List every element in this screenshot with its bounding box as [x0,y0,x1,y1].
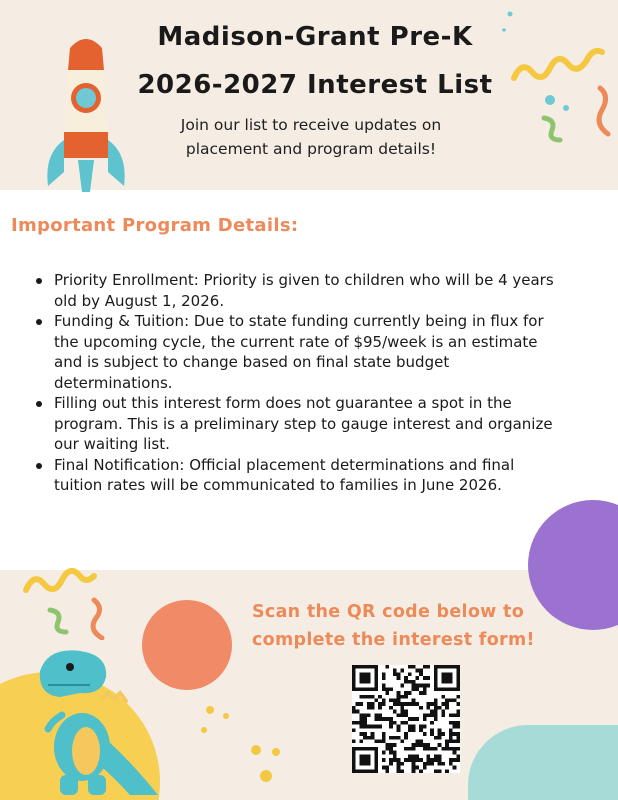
list-item-text: Funding & Tuition: Due to state funding currently being in flux for the upcoming cycle, the current rate of $95/week is an estimate and is subject to change based on final state budget determinations. [54,312,544,392]
subtitle-line1: Join our list to receive updates on [180,116,442,134]
bullet-icon [36,319,42,325]
qr-instructions-line1: Scan the QR code below to [252,602,525,622]
qr-instructions-line2: complete the interest form! [252,630,535,650]
qr-instructions [252,598,582,654]
list-item-text: Priority Enrollment: Priority is given to children who will be 4 years old by August 1, 2026. [54,271,554,310]
confetti-icon [496,0,618,150]
confetti-icon [20,560,120,640]
subtitle-line2: placement and program details! [185,140,437,158]
list-item-text: Filling out this interest form does not guarantee a spot in the program. This is a preliminary step to gauge interest and organize our waiting list. [54,394,553,453]
list-item [32,455,562,496]
list-item [32,311,562,393]
bullet-icon [36,401,42,407]
page-title-line2: 2026-2027 Interest List [137,70,493,100]
bullet-icon [36,463,42,469]
qr-code-icon[interactable] [352,665,460,773]
list-item [32,393,562,455]
list-item-text: Final Notification: Official placement determinations and final tuition rates will be communicated to families in June 2026. [54,455,515,494]
rocket-icon [38,36,134,196]
dinosaur-icon [30,645,170,800]
details-list [32,270,562,496]
page-title-line1: Madison-Grant Pre-K [157,22,473,52]
dots-decoration [196,700,296,790]
bullet-icon [36,278,42,284]
subtitle [150,113,472,161]
section-heading: Important Program Details: [11,215,299,236]
mint-blob-decoration [468,725,618,800]
list-item [32,270,562,311]
